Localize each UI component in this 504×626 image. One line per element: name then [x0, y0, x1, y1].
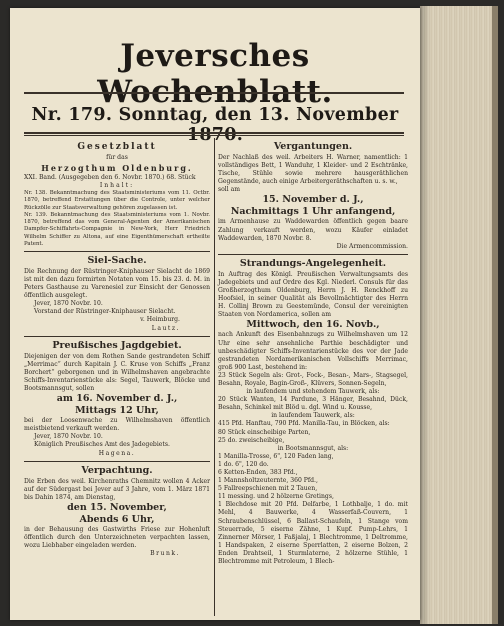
strandung-body: In Auftrag des Königl. Preußischen Verwaltungsamts des Jadegebiets und auf Ordre des Kgl. Niederl. Consuls für das Großherzogthum Oldenburg, Herrn J. H. Renckhoff zu Hoofsiel, in seiner Qualität als Bevollmächtigter des Herrn H. Collinj Brown zu Geestemünde, Consul der vereinigten Staaten von Nordamerica, sollen am: [218, 270, 408, 319]
jagd-date-line: am 16. November d. J.,: [56, 393, 178, 405]
gesetzblatt-title: Gesetzblatt: [77, 142, 157, 152]
lautz-stamp: Lautz.: [151, 324, 180, 332]
gesetzblatt-land: Herzogthum Oldenburg.: [41, 163, 193, 174]
strandung-body-2: nach Ankunft des Eisenbahnzugs zu Wilhelmshaven um 12 Uhr eine sehr ansehnliche Parthie beschädigter und unbeschädigter Schiffs-Inventarienstücke des vor der Jade gestrandeten Nordamerikanischen Vollschiffs Merrimac, groß 900 Last, bestehend in:: [218, 331, 408, 371]
masthead-rule: [24, 92, 404, 94]
jagd-time: Mittags 12 Uhr,: [75, 405, 159, 417]
inventory-item: 6 Ketten-Enden, 383 Pfd.,: [218, 469, 298, 476]
verpachtung-date: den 15. November,: [67, 501, 167, 513]
separator: [24, 336, 210, 337]
strandung-title: Strandungs-Angelegenheit.: [239, 257, 387, 269]
siel-date: Jever, 1870 Novbr. 10.: [34, 300, 103, 308]
inventory-item: 23 Stück Segeln als: Grot-, Fock-, Besan-, Mars-, Stagsegel, Besahn, Royale, Bagin-Groß-, Klüvers, Sonnen-Segeln,: [218, 371, 408, 387]
separator: [24, 461, 210, 462]
vergantungen-am: soll am: [218, 186, 241, 194]
inventory-item: in laufendem und stehendem Tauwerk, als:: [246, 388, 380, 396]
page-edge-shadow: [420, 6, 430, 624]
jagd-body: Diejenigen der von dem Rothen Sande gestrandeten Schiff „Merrimac“ durch Kapitain J. C. Kruse von Schiffs „Franz Borchert“ geborgenen und in Wilhelmshaven angebrachte Schiffs-Inventarienstücke als: Segel, Tauwerk, Blöcke und Bootsmannsgut, sollen: [24, 352, 210, 393]
inhalt-label: Inhalt:: [99, 182, 135, 190]
siel-signature: Vorstand der Rüstringer-Kniphauser Sielacht.: [34, 308, 176, 316]
newspaper-page: [10, 8, 420, 620]
separator: [218, 254, 408, 255]
inventory-item: 415 Pfd. Hanftau, 790 Pfd. Manilla-Tau, in Blöcken, als:: [218, 420, 390, 428]
jagd-date: Jever, 1870 Novbr. 10.: [34, 433, 103, 441]
vergantungen-time: Nachmittags 1 Uhr anfangend,: [230, 206, 396, 218]
dateline-rule-bottom: [24, 135, 404, 136]
vergantungen-body-2: im Armenhause zu Waddewarden öffentlich gegen baare Zahlung verkauft werden, wozu Käufer einladet Waddewarden, 1870 Novbr. 8.: [218, 218, 408, 242]
jagd-body-2: bei der Loosenwache zu Wilhelmshaven öffentlich meistbietend verkauft werden.: [24, 417, 210, 433]
verpachtung-body-2: in der Behausung des Gastwirths Friese zur Hohenluft öffentlich durch den Unterzeichneten verpachten lassen, wozu Liebhaber eingeladen werden.: [24, 525, 210, 550]
inventory-item: 20 Stück Wanten, 14 Pardune, 3 Hänger, Besahnd, Dück, Besahn, Schinkel mit Blöd u. dgl. Wind u. Kousse,: [218, 396, 408, 412]
masthead-title: Jeversches Wochenblatt.: [97, 38, 333, 110]
inventory-item: 11 messing. und 2 hölzerne Gretings,: [218, 493, 334, 501]
vergantungen-body: Der Nachlaß des weil. Arbeiters H. Warner, namentlich: 1 vollständiges Bett, 1 Wanduhr, 1 Kleider- und 2 Eschtränke, Tische, Stühle sowie mehrere hausgeräthlichen Gegenstände, auch einige Arbeitergeräthschaften u. s. w.,: [218, 154, 408, 186]
jagd-title: Preußisches Jagdgebiet.: [52, 339, 182, 351]
siel-title: Siel-Sache.: [87, 254, 147, 266]
page-edges: [420, 6, 498, 624]
column-divider: [214, 138, 215, 616]
inventory-item: 1 do. 6", 120 do.: [218, 460, 269, 468]
siel-name: v. Heimburg.: [140, 316, 180, 324]
strandung-date: Mittwoch, den 16. Novb.,: [246, 319, 380, 331]
vergantungen-date: 15. November d. J.,: [262, 194, 364, 206]
inventory-item: 1 Manilla-Trosse, 6", 120 Faden lang,: [218, 452, 334, 460]
inventory-item: 1 Blechdose mit 20 Pfd. Delfarbe, 1 Lothbalje, 1 do. mit Mehl, 4 Bauwerke, 4 Wasserfaß-Couvern, 1 Schraubenschlüssel, 6 Ballast-Schaufeln, 1 Stange vom Steuerrade, 5 eiserne Zähne, 1 Kupf. Pump-Lehrs, 1 Zinnerner Mörser, 1 Faßjalaj, 1 Blechtromme, 1 Deltromme, 1 Handspaken, 2 eiserne Sperrlatten, 2 eiserne Bolzen, 2 Enden Drahtseil, 1 Sturmlaterne, 2 hölzerne Stühle, 1 Blechtromme mit Petroleum, 1 Blech-: [218, 501, 408, 566]
separator: [24, 251, 210, 252]
issue-dateline: Nr. 179. Sonntag, den 13. November 1870.: [31, 105, 399, 145]
siel-body: Die Rechnung der Rüstringer-Kniphauser Sielacht de 1869 ist mit den dazu formirten Notaten vom 15. bis 23. d. M. in Peters Gasthause zu Varenesiel zur Einsicht der Genossen öffentlich ausgelegt.: [24, 267, 210, 300]
verpachtung-title: Verpachtung.: [81, 464, 153, 476]
gesetzblatt-fuer: für das: [106, 154, 128, 161]
right-column: [218, 140, 408, 566]
inventory-item: 25 do. zweischeibige,: [218, 436, 285, 444]
verpachtung-body: Die Erben des weil. Kirchenraths Chemnitz wollen 4 Acker auf der Südergast bei Jever auf 3 Jahre, vom 1. März 1871 bis Dahin 1874, am Dienstag,: [24, 477, 210, 501]
verpachtung-time: Abends 6 Uhr,: [79, 513, 155, 525]
inventory-item: in laufendem Tauwerk, als:: [271, 412, 355, 420]
inventory-item: 1 Mannsholtzeuternte, 360 Pfd.,: [218, 477, 318, 485]
left-column: [24, 140, 210, 558]
jagd-signature: Königlich Preußisches Amt des Jadegebiets.: [34, 441, 170, 449]
inventory-item: in Bootsmannsgut, als:: [277, 444, 349, 452]
vergantungen-signature: Die Armencommission.: [336, 242, 408, 250]
vergantungen-title: Vergantungen.: [273, 141, 353, 152]
inventory-item: 80 Stück einscheibige Parten,: [218, 428, 311, 436]
inventory-item: 5 Fallreepschienen mit 2 Tauen,: [218, 485, 318, 493]
jagd-name: Hagena.: [98, 449, 136, 457]
band-line: XXI. Band. (Ausgegeben den 6. Novbr. 1870.) 68. Stück: [24, 174, 196, 182]
gesetz-entry: Nr. 138. Bekanntmachung des Staatsministeriums vom 11. Octbr. 1870, betreffend Erstattungen über die Controle, unter welcher Rückzölle zur Staatsverwaltung gehören zugelassen ist.: [24, 190, 210, 211]
gesetz-entry: Nr. 139. Bekanntmachung des Staatsministeriums vom 1. Novbr. 1870, betreffend das vom General-Agenten der Amerikanischen Dampfer-Schiffahrts-Compagnie in New-York, Herr Friedrich Wilhelm Schiffer zu Altona, auf eine Eigenthümerschaft ertheilte Patent.: [24, 211, 210, 247]
verpachtung-name: Brunk.: [150, 550, 180, 558]
dateline-rule-top: [24, 132, 404, 134]
